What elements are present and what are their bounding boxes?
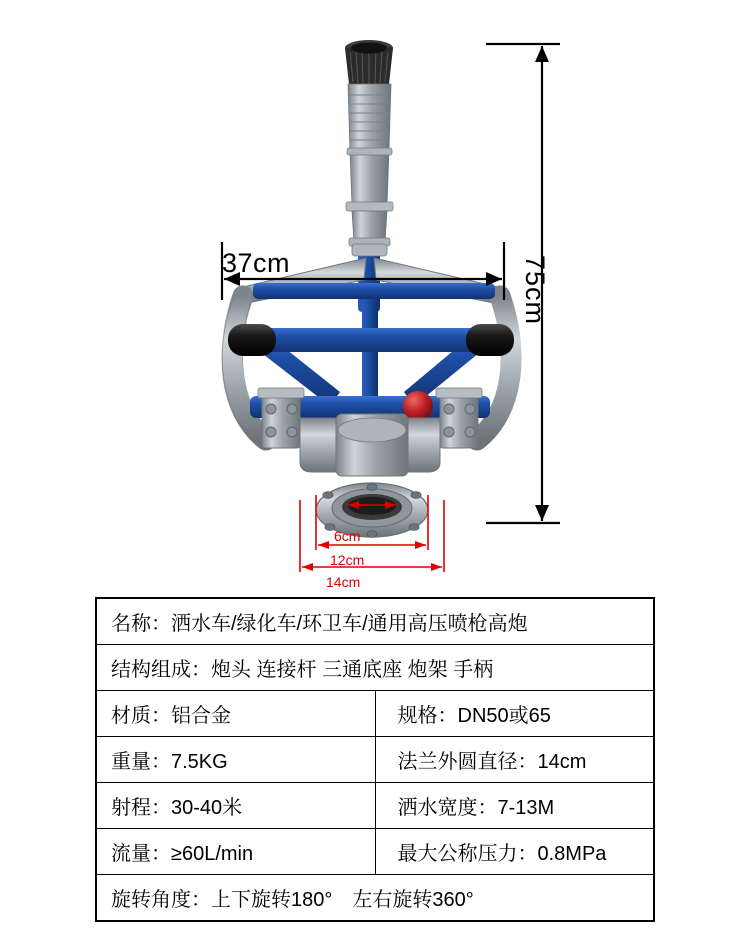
height-dimension-label: 75cm xyxy=(520,255,550,326)
table-row xyxy=(96,783,654,829)
spec-material: 材质：铝合金 xyxy=(96,691,375,737)
spec-name: 名称：洒水车/绿化车/环卫车/通用高压喷枪高炮 xyxy=(96,598,654,645)
table-row xyxy=(96,737,654,783)
spec-flange-diameter: 法兰外圆直径：14cm xyxy=(375,737,654,783)
bolt-circle-dimension-label: 12cm xyxy=(330,552,365,568)
red-knob xyxy=(403,391,433,421)
flange-dimension-label: 14cm xyxy=(326,574,361,590)
spec-range: 射程：30-40米 xyxy=(96,783,375,829)
bore-dimension-label: 6cm xyxy=(334,528,361,544)
table-row xyxy=(96,691,654,737)
blue-cross-bar xyxy=(253,283,495,299)
nozzle-tip xyxy=(345,40,393,84)
spec-weight: 重量：7.5KG xyxy=(96,737,375,783)
table-row xyxy=(96,645,654,691)
nozzle-sleeve xyxy=(348,84,391,150)
spec-spray-width: 洒水宽度：7-13M xyxy=(375,783,654,829)
table-row xyxy=(96,598,654,645)
left-grip xyxy=(228,324,276,356)
spec-max-pressure: 最大公称压力：0.8MPa xyxy=(375,829,654,875)
spec-structure: 结构组成：炮头 连接杆 三通底座 炮架 手柄 xyxy=(96,645,654,691)
spec-rotation-angle: 旋转角度：上下旋转180° 左右旋转360° xyxy=(96,875,654,922)
width-dimension-label: 37cm xyxy=(222,248,291,278)
nozzle-barrel xyxy=(346,148,393,246)
specification-table xyxy=(95,597,655,922)
right-grip xyxy=(466,324,514,356)
spec-specification: 规格：DN50或65 xyxy=(375,691,654,737)
table-row xyxy=(96,875,654,922)
table-row xyxy=(96,829,654,875)
spec-flow: 流量：≥60L/min xyxy=(96,829,375,875)
